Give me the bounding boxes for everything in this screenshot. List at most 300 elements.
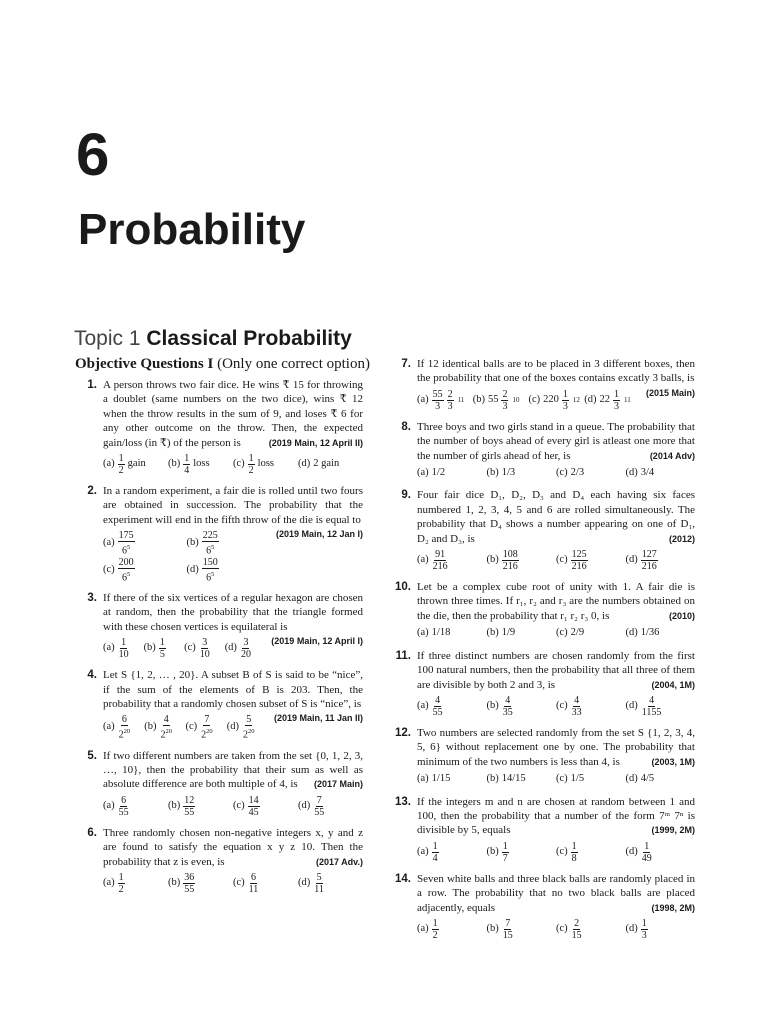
question-number: 11. [395,649,411,662]
option-a [103,714,144,740]
numerator: 2 [574,917,580,929]
fraction [432,549,449,572]
fraction [502,918,514,941]
question-14 [389,872,695,941]
option-suffix: gain [127,458,146,470]
option-c [556,918,626,941]
fraction [313,872,325,895]
option-b [168,453,233,476]
question-number: 2. [87,485,97,498]
option-suffix: loss [257,458,274,470]
numerator: 12 [184,794,195,806]
numerator: 4 [505,694,511,706]
option-b [473,389,529,412]
option-c [556,466,626,480]
fraction [641,918,648,941]
denominator: 2 [118,884,124,896]
numerator: 1 [121,637,127,649]
numerator: 2 [502,388,508,400]
option-label: (c) [103,563,115,575]
exponent: 5 [127,570,131,578]
option-c [233,872,298,895]
exam-reference: (2017 Adv.) [315,856,363,867]
option-b [168,795,233,818]
fraction [248,872,260,895]
denominator: 3 [641,929,647,941]
option-label: (a) [417,846,429,858]
option-c [528,389,584,412]
fraction [118,637,130,660]
fraction [432,841,439,864]
denominator: 55 [432,706,443,718]
option-label: (c) [556,554,568,566]
denominator: $2^{20}$ [118,728,131,741]
exam-reference: (2014 Adv) [649,450,695,461]
numerator: 200 [118,556,134,568]
option-label: (a) [417,773,429,785]
numerator: 1 [118,872,124,884]
fraction [641,695,663,718]
denominator: 10 [199,649,210,661]
question-5 [75,749,363,818]
fraction [641,549,658,572]
question-number: 10. [395,581,411,594]
fraction [118,795,130,818]
option-label: (d) [625,773,638,785]
fraction [641,841,653,864]
option-d [626,841,696,864]
question-text: Four fair dice D₁, D₂, D₃ and D₄ each having six faces numbered 1, 2, 3, 4, 5 and 6 are rolled simultaneously. The probability that D₄ shows a number appearing on one of D₁, D₂ and D₃, is [417,489,695,545]
option-suffix: loss [193,458,210,470]
option-value: 1/18 [431,627,451,639]
option-label: (a) [103,877,115,889]
option-a [103,637,144,660]
numerator: 108 [502,549,518,561]
option-d [626,695,696,718]
option-value: 4/5 [640,773,655,785]
question-number: 7. [401,358,411,370]
question-7 [389,357,695,412]
option-label: (a) [103,800,115,812]
option-c [233,795,298,818]
option-label: (b) [143,642,156,654]
answer-options [103,872,363,895]
fraction [183,872,195,895]
option-label: (b) [486,467,499,479]
denominator: 55 [314,806,325,818]
denominator: $6^5$ [206,570,215,583]
option-a [417,841,487,864]
denominator: 3 [562,400,568,412]
fraction [313,795,325,818]
option-d [225,637,266,660]
exponent: 12 [572,396,580,405]
numerator: 5 [316,872,322,884]
left-column [75,378,363,903]
question-13 [389,795,695,864]
denominator: 55 [184,884,195,896]
right-column [389,357,695,949]
option-label: (d) [226,721,239,733]
section-heading [75,356,370,373]
option-label: (d) [625,700,638,712]
fraction [242,714,256,740]
option-label: (b) [486,627,499,639]
option-value: 1/2 [431,467,446,479]
answer-options [103,714,268,740]
exam-reference: (2003, 1M) [651,756,695,767]
fraction [571,841,578,864]
option-c [556,772,626,786]
fraction [118,872,125,895]
option-label: (b) [168,800,181,812]
numerator: 4 [574,694,580,706]
option-label: (d) [298,877,311,889]
question-text: In a random experiment, a fair die is rolled until two fours are obtained in succession. The probability that the experiment will end in the fifth throw of the die is equal to [103,485,363,526]
numerator: 36 [184,872,195,884]
option-label: (c) [556,923,568,935]
option-a [103,453,168,476]
option-label: (a) [103,458,115,470]
exponent: 20 [123,728,131,736]
denominator: 2 [432,929,438,941]
exponent: 5 [211,544,215,552]
numerator: 175 [118,530,134,542]
option-label: (c) [528,394,541,406]
numerator: 4 [163,714,169,726]
denominator: $6^5$ [206,544,215,557]
fraction [432,918,439,941]
option-label: (a) [417,394,429,406]
question-text: A person throws two fair dice. He wins ₹ 15 for throwing a doublet (same numbers on the two dice), wins ₹ 12 when the throw results in the sum of 9, and loses ₹ 6 for any other outcome on the throw. Then, the expected gain/loss (in ₹) of the person is [103,379,363,449]
question-number: 12. [395,726,411,739]
denominator: 216 [641,561,657,573]
denominator: $6^5$ [122,570,131,583]
option-label: (c) [233,800,245,812]
option-coefficient: 220 [543,394,559,406]
numerator: 4 [435,694,441,706]
question-number: 9. [401,489,411,502]
option-label: (b) [186,537,199,549]
option-c [556,841,626,864]
numerator: 7 [316,794,322,806]
question-text: If the integers m and n are chosen at random between 1 and 100, then the probability that a number of the form 7ᵐ 7ⁿ is divisible by 5, equals [417,795,695,837]
numerator: 1 [184,453,190,465]
option-d [227,714,268,740]
question-number: 6. [87,826,97,839]
exam-reference: (2012) [668,533,695,544]
denominator: 3 [447,400,453,412]
fraction [240,637,252,660]
option-label: (c) [233,458,245,470]
answer-options [417,841,695,864]
denominator: 8 [571,852,577,864]
fraction [202,557,219,583]
option-b [186,530,269,556]
option-a [417,626,487,640]
option-label: (b) [144,721,157,733]
option-c [556,695,626,718]
option-label: (b) [472,394,485,406]
option-label: (d) [224,642,237,654]
fraction [432,389,444,412]
option-label: (d) [625,923,638,935]
exam-reference: (2019 Main, 12 Jan I) [275,529,363,540]
question-3 [75,591,363,660]
option-c [233,453,298,476]
question-body [103,668,363,724]
denominator: 15 [571,929,582,941]
option-value: 2/3 [570,467,585,479]
option-c [185,714,226,740]
option-label: (c) [556,846,568,858]
question-number: 1. [87,379,97,391]
question-6 [75,826,363,895]
option-coefficient: 55 [487,394,499,406]
question-10 [389,580,695,641]
fraction [502,549,519,572]
exam-reference: (2010) [668,610,695,621]
option-value: 1/9 [501,627,516,639]
question-text: Let be a complex cube root of unity with 1. A fair die is thrown three times. If r₁, r₂ and r₃ are the numbers obtained on the die, then the probability that r₁ r₂ r₃ 0, is [417,581,695,622]
option-d [298,872,363,895]
denominator: 3 [613,400,619,412]
fraction [248,453,255,476]
answer-options [417,626,695,640]
question-body [417,488,695,546]
option-d [298,457,363,471]
denominator: 4 [432,852,438,864]
exponent: 20 [206,728,213,736]
option-b [144,637,185,660]
section-label: Objective Questions I [75,356,214,372]
denominator: 11 [248,884,259,896]
numerator: 1 [432,917,438,929]
question-number: 13. [395,795,411,808]
denominator: 7 [502,852,508,864]
numerator: 1 [644,840,650,852]
question-text: If three distinct numbers are chosen randomly from the first 100 natural numbers, then the probability that all three of them are divisible by both 2 and 3, is [417,649,695,691]
numerator: 55 [432,388,443,400]
question-body [417,580,695,623]
option-value: 2 gain [313,458,340,470]
fraction [183,795,195,818]
denominator: 20 [240,649,251,661]
option-label: (a) [417,700,429,712]
fraction [501,389,508,412]
option-label: (c) [556,700,568,712]
denominator: 10 [118,649,129,661]
topic-name: Classical Probability [146,327,352,350]
chapter-number: 6 [76,121,110,188]
fraction [613,389,620,412]
fraction [432,695,444,718]
question-2 [75,484,363,583]
answer-options [417,466,695,480]
question-text: Three boys and two girls stand in a queue. The probability that the number of boys ahead of every girl is atleast one more that the number of girls ahead of her, is [417,420,695,462]
question-body [417,420,695,463]
option-value: 1/5 [570,773,585,785]
denominator: 5 [159,649,165,661]
option-label: (a) [417,627,429,639]
question-body [103,378,363,450]
fraction [159,714,173,740]
denominator: $2^{20}$ [242,728,255,741]
option-b [487,695,557,718]
numerator: 1 [502,840,508,852]
numerator: 14 [248,794,259,806]
question-12 [389,726,695,787]
question-body [417,649,695,692]
exponent: 11 [457,396,465,405]
option-d [298,795,363,818]
exam-reference: (2017 Main) [313,779,363,790]
option-c [556,549,626,572]
fraction [571,549,588,572]
fraction [502,695,514,718]
numerator: 127 [641,549,657,561]
option-b [487,626,557,640]
fraction [571,695,583,718]
exponent: 20 [247,728,255,736]
option-b [168,872,233,895]
option-a [103,530,186,556]
option-label: (d) [298,800,311,812]
denominator: $2^{20}$ [201,728,213,741]
option-value: 14/15 [501,773,526,785]
denominator: 216 [502,561,518,573]
exponent: 5 [211,570,215,578]
numerator: 150 [202,556,218,568]
option-label: (d) [584,394,597,406]
option-d [186,557,269,583]
exponent: 11 [623,396,631,405]
option-label: (b) [486,554,499,566]
question-text: Seven white balls and three black balls are randomly placed in a row. The probability that no two black balls are placed adjacently, equals [417,872,695,914]
option-d [626,772,696,786]
question-number: 14. [395,872,411,885]
option-label: (a) [103,721,115,733]
option-a [417,695,487,718]
option-label: (d) [625,627,638,639]
topic-heading [74,328,352,349]
option-a [103,872,168,895]
option-label: (d) [298,458,311,470]
option-d [626,626,696,640]
fraction [447,389,454,412]
option-label: (a) [417,554,429,566]
option-a [417,466,487,480]
numerator: 5 [246,714,252,726]
option-label: (b) [168,877,181,889]
option-value: 1/15 [431,773,451,785]
exam-reference: (1999, 2M) [651,825,695,836]
fraction [562,389,569,412]
exam-reference: (2019 Main, 12 April I) [271,636,363,647]
question-number: 8. [401,420,411,433]
denominator: 55 [118,806,129,818]
option-label: (d) [625,846,638,858]
exam-reference: (2015 Main) [645,387,695,398]
option-d [626,466,696,480]
answer-options [417,389,640,412]
fraction [571,918,583,941]
numerator: 3 [202,637,208,649]
fraction [118,714,132,740]
question-1 [75,378,363,476]
question-11 [389,649,695,718]
exam-reference: (2019 Main, 11 Jan II) [273,713,363,724]
denominator: 216 [432,561,448,573]
option-label: (b) [168,458,181,470]
option-a [417,918,487,941]
answer-options [103,795,363,818]
numerator: 1 [641,917,647,929]
numerator: 7 [204,714,210,726]
question-body [417,726,695,769]
option-value: 1/3 [501,467,516,479]
exam-reference: (2004, 1M) [651,679,695,690]
fraction [200,714,214,740]
question-text: Three randomly chosen non-negative integers x, y and z are found to satisfy the equation x y z 10. Then the probability that z is even, is [103,826,363,868]
denominator: 55 [184,806,195,818]
option-label: (c) [184,642,196,654]
exam-reference: (2019 Main, 12 April II) [268,437,363,448]
option-value: 3/4 [640,467,655,479]
denominator: 216 [571,561,587,573]
numerator: 1 [248,453,254,465]
exponent: 10 [512,396,520,405]
denominator: 4 [184,465,190,477]
numerator: 3 [243,637,249,649]
numerator: 6 [121,714,127,726]
question-8 [389,420,695,481]
fraction [118,557,135,583]
denominator: $2^{20}$ [160,728,172,741]
numerator: 6 [121,794,127,806]
fraction [202,530,219,556]
option-label: (b) [486,773,499,785]
option-a [417,549,487,572]
numerator: 7 [505,917,511,929]
option-c [103,557,186,583]
question-number: 5. [87,749,97,762]
exponent: 5 [127,544,131,552]
question-text: Let S {1, 2, … , 20}. A subset B of S is said to be “nice”, if the sum of the elements of B is 203. Then, the probability that a randomly chosen subset of S is “nice”, is [103,669,363,710]
fraction [118,453,125,476]
option-label: (a) [103,642,115,654]
section-note: (Only one correct option) [217,356,370,372]
numerator: 91 [435,549,446,561]
option-d [626,918,696,941]
numerator: 1 [432,840,438,852]
denominator: 15 [502,929,513,941]
option-a [417,389,473,412]
option-label: (a) [103,537,115,549]
numerator: 2 [447,388,453,400]
option-value: 2/9 [570,627,585,639]
option-c [184,637,225,660]
option-b [144,714,185,740]
question-number: 4. [87,669,97,682]
numerator: 1 [562,388,568,400]
option-b [487,772,557,786]
option-label: (c) [556,627,568,639]
option-label: (c) [185,721,198,733]
fraction [502,841,509,864]
answer-options [417,695,695,718]
option-label: (a) [417,923,429,935]
